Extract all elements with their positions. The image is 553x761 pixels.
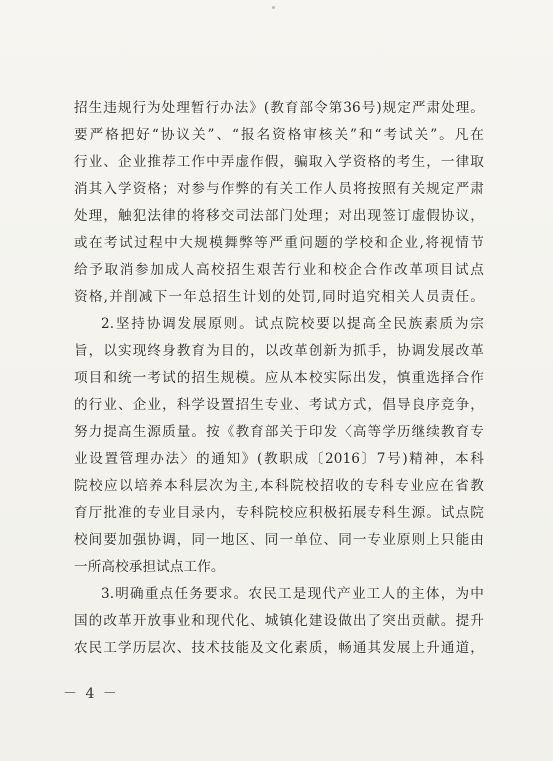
text-line: 的行业、企业，科学设置招生专业、考试方式，倡导良序竞争， (74, 397, 484, 413)
text-line: 招生违规行为处理暂行办法》(教育部令第36号)规定严肃处理。 (74, 100, 484, 116)
text-line: 一所高校承担试点工作。 (74, 559, 225, 575)
document-body (74, 95, 484, 662)
text-line: 处理，触犯法律的将移交司法部门处理；对出现签订虚假协议， (74, 208, 484, 224)
scan-mark (272, 6, 275, 9)
text-line: 行业、企业推荐工作中弄虚作假，骗取入学资格的考生，一律取 (74, 154, 484, 170)
text-line: 旨，以实现终身教育为目的，以改革创新为抓手，协调发展改革 (74, 343, 484, 359)
text-line: 育厅批准的专业目录内，专科院校应积极拓展专科生源。试点院 (74, 505, 484, 521)
text-line: 校间要加强协调，同一地区、同一单位、同一专业原则上只能由 (74, 532, 484, 548)
text-line: 2.坚持协调发展原则。试点院校要以提高全民族素质为宗 (101, 316, 484, 332)
text-line: 努力提高生源质量。按《教育部关于印发〈高等学历继续教育专 (74, 424, 484, 440)
text-line: 消其入学资格；对参与作弊的有关工作人员将按照有关规定严肃 (74, 181, 484, 197)
text-line: 或在考试过程中大规模舞弊等严重问题的学校和企业,将视情节 (74, 235, 484, 251)
text-line: 要严格把好“协议关”、“报名资格审核关”和“考试关”。凡在 (74, 127, 484, 143)
text-line: 资格,并削减下一年总招生计划的处罚,同时追究相关人员责任。 (74, 289, 484, 305)
text-line: 3.明确重点任务要求。农民工是现代产业工人的主体，为中 (101, 586, 484, 602)
text-line: 国的改革开放事业和现代化、城镇化建设做出了突出贡献。提升 (74, 613, 484, 629)
page-number: － 4 － (63, 686, 119, 702)
text-line: 院校应以培养本科层次为主,本科院校招收的专科专业应在省教 (74, 478, 484, 494)
text-line: 业设置管理办法〉的通知》(教职成〔2016〕7号)精神，本科 (74, 451, 484, 467)
text-line: 给予取消参加成人高校招生艰苦行业和校企合作改革项目试点 (74, 262, 484, 278)
text-line: 农民工学历层次、技术技能及文化素质，畅通其发展上升通道， (74, 640, 484, 656)
text-line: 项目和统一考试的招生规模。应从本校实际出发，慎重选择合作 (74, 370, 484, 386)
